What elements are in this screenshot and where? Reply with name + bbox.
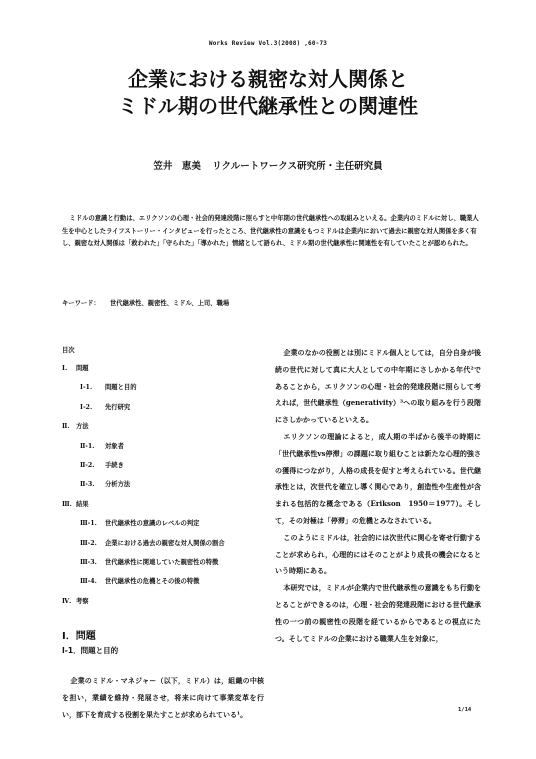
body-paragraph: 企業のミドル・マネジャー（以下，ミドル）は，組織の中核を担い，業績を維持・発展させ，将来に向けて事業変革を行い，部下を育成する役割を果たすことが求められている¹。 (62, 676, 264, 719)
toc-item: Ⅲ-4. 世代継承性の危機とその後の特徴 (80, 578, 200, 586)
toc-item: Ⅱ-1. 対象者 (80, 442, 124, 450)
toc-item: Ⅲ. 結果 (62, 500, 89, 508)
keywords-value: 世代継承性、親密性、ミドル、上司、職場 (109, 300, 230, 307)
table-of-contents (62, 363, 264, 615)
section-title: Ⅰ．問題 (62, 631, 96, 643)
toc-item: Ⅲ-1. 世代継承性の意識のレベルの判定 (80, 520, 200, 528)
author-name: 笠井 恵美 (153, 161, 201, 172)
title-line-1: 企業における親密な対人関係と (128, 67, 408, 91)
body-paragraph: 企業のなかの役割とは別にミドル個人としては，自分自身が後続の世代に対して真に大人としての中年期にさしかかる年代²であることから，エリクソンの心理・社会的発達段階に照らして考えれば，世代継承性（generativity）³への取り組みを行う段階にさしかかっているといえる。 (275, 348, 481, 425)
title-line-2: ミドル期の世代継承性との関連性 (118, 94, 418, 118)
author-line (0, 158, 536, 172)
paper-title (0, 66, 536, 120)
author-affiliation: リクルートワークス研究所・主任研究員 (212, 161, 383, 172)
toc-item: Ⅱ. 方法 (62, 423, 89, 431)
toc-item: Ⅰ-1. 問題と目的 (80, 384, 137, 392)
toc-item: Ⅱ-3. 分析方法 (80, 481, 131, 489)
toc-item: Ⅳ. 考察 (62, 597, 89, 605)
body-paragraph: このようにミドルは，社会的には次世代に関心を寄せ行動することが求められ，心理的にはそのことがより成長の機会になるという時期にある。 (275, 532, 481, 576)
journal-header: Works Review Vol.3(2008) ,60-73 (208, 40, 328, 47)
toc-item: Ⅲ-3. 世代継承性に関連していた親密性の特徴 (80, 558, 219, 566)
toc-item: Ⅲ-2. 企業における過去の親密な対人関係の割合 (80, 539, 225, 547)
toc-heading: 目次 (62, 347, 75, 354)
abstract: ミドルの意識と行動は、エリクソンの心理・社会的発達段階に照らすと中年期の世代継承性への取組みといえる。企業内のミドルに対し、職業人生を中心としたライフストーリー・インタビューを行ったところ、世代継承性の意識をもつミドルは企業内において過去に親密な対人関係を多く有し、親密な対人関係は「救われた」「守られた」「導かれた」情緒として語られ、ミドル期の世代継承性に関連性を有していたことが認められた。 (62, 215, 479, 247)
toc-item: Ⅰ. 問題 (62, 365, 89, 372)
right-column (275, 345, 481, 647)
body-paragraph: エリクソンの理論によると，成人期の半ばから後半の時期に「世代継承性vs停滞」の課題に取り組むことは新たな心理的強さの獲得につながり，人格の成長を促すと考えられている。世代継承性とは，次世代を確立し導く関心であり，創造性や生産性が含まれる包括的な概念である（Erikson 1950＝1977）。そして，その対極は「停滞」の危機とみなされている。 (275, 431, 481, 525)
keywords (62, 298, 480, 307)
toc-item: Ⅱ-2. 手続き (80, 461, 124, 469)
body-paragraph: 本研究では，ミドルが企業内で世代継承性の意識をもち行動をとることができるのは，心理・社会的発達段階における世代継承性の一つ前の親密性の段階を経ているからであるとの視点にたつ。そしてミドルの企業における職業人生を対象に， (275, 583, 481, 643)
page-number: 1/14 (458, 707, 472, 713)
toc-item: Ⅰ-2. 先行研究 (80, 403, 131, 411)
left-column (62, 345, 264, 723)
keywords-label: キーワード： (62, 300, 100, 307)
subsection-title: Ⅰ-1．問題と目的 (62, 646, 119, 656)
